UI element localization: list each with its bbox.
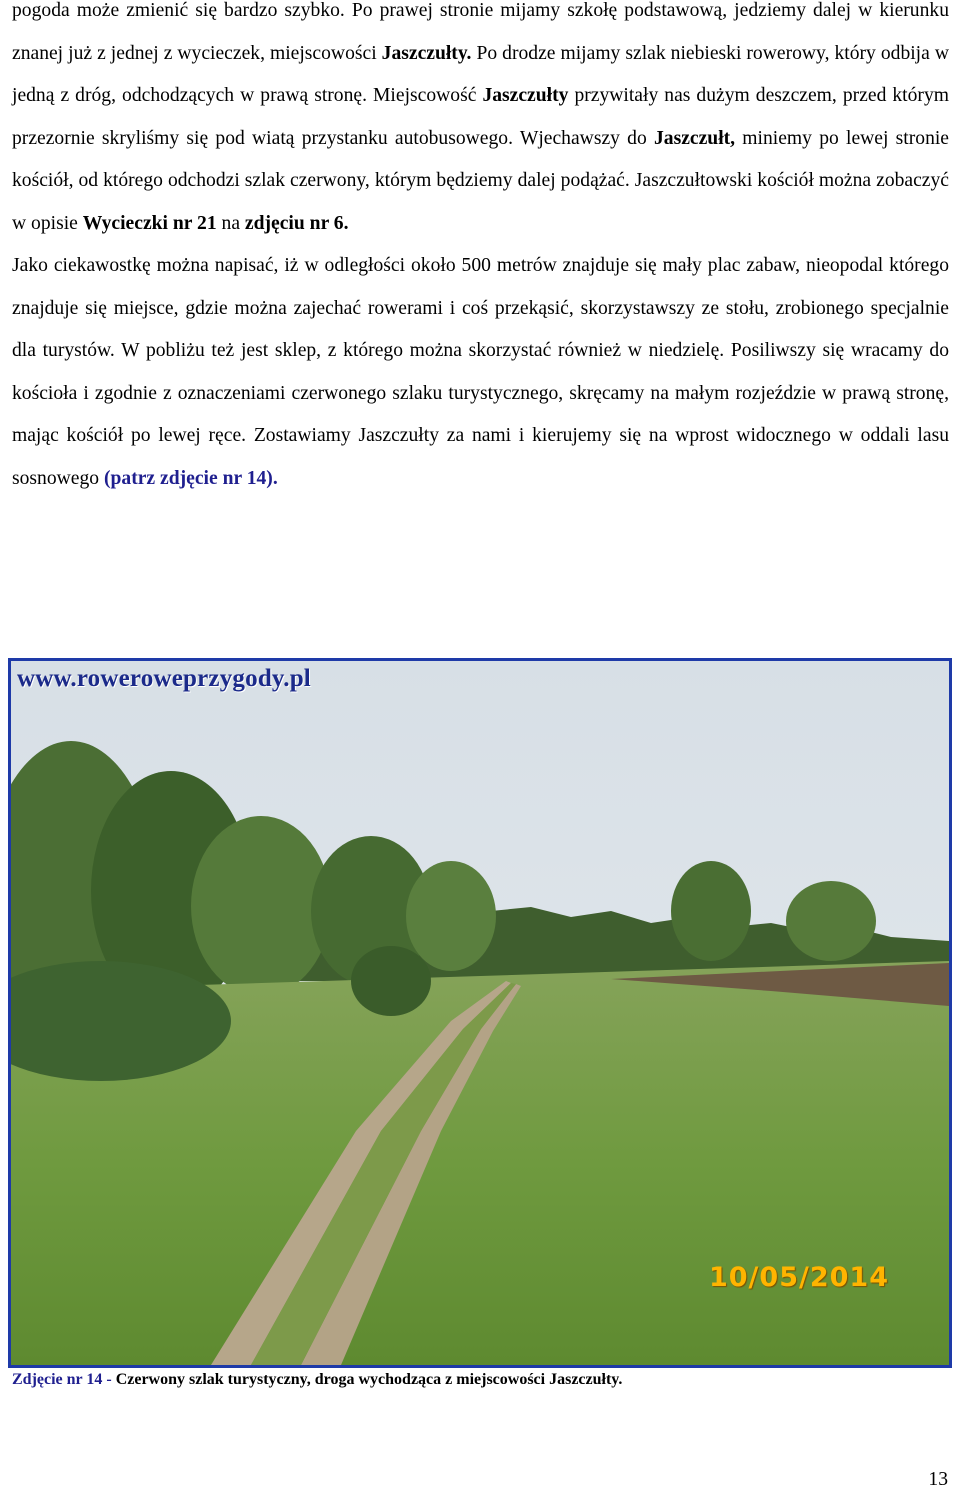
page-number: 13 <box>928 1469 948 1490</box>
p1-text-2: Po drodze mijamy szlak niebieski rowerowy, który odbija w jedną z dróg, odchodzących w prawą stronę. Miejscowość <box>12 42 949 106</box>
photo-caption <box>12 1368 952 1392</box>
p1-text-5: na <box>216 212 245 234</box>
landscape-photo <box>8 658 952 1368</box>
caption-label: Zdjęcie nr 14 - <box>12 1371 112 1388</box>
p1-text-1: pogoda może zmienić się bardzo szybko. Po prawej stronie mijamy szkołę podstawową, jedziemy dalej w kierunku znanej już z jednej z wycieczek, miejscowości <box>12 0 949 64</box>
p1-bold-jaszczulty-1: Jaszczułty. <box>381 42 472 64</box>
p2-text: Jako ciekawostkę można napisać, iż w odległości około 500 metrów znajduje się mały plac zabaw, nieopodal którego znajduje się miejsce, gdzie można zajechać rowerami i coś przekąsić, skorzystawszy ze stołu, zrobionego specjalnie dla turystów. W pobliżu też jest sklep, z którego można skorzystać również w niedzielę. Posiliwszy się wracamy do kościoła i zgodnie z oznaczeniami czerwonego szlaku turystycznego, skręcamy na małym rozjeździe w prawą stronę, mając kościół po lewej ręce. Zostawiamy Jaszczułty za nami i kierujemy się na wprost widocznego w oddali lasu sosnowego <box>12 255 949 489</box>
p1-bold-jaszczult: Jaszczułt, <box>654 127 736 149</box>
photo-date-stamp: 10/05/2014 <box>708 1262 889 1293</box>
p1-text-3: przywitały nas dużym deszczem, przed którym przezornie skryliśmy się pod wiatą przystanku autobusowego. Wjechawszy do <box>12 85 949 149</box>
photo-illustration <box>11 661 949 1365</box>
caption-text: Czerwony szlak turystyczny, droga wychodząca z miejscowości Jaszczułty. <box>111 1371 623 1388</box>
paragraph-1 <box>12 0 949 245</box>
p1-text-4: miniemy po lewej stronie kościół, od którego odchodzi szlak czerwony, którym będziemy dalej podążać. Jaszczułtowski kościół można zobaczyć w opisie <box>12 127 950 234</box>
watermark-text: www.roweroweprzygody.pl <box>17 665 311 692</box>
photo-reference-link[interactable]: (patrz zdjęcie nr 14). <box>103 467 278 489</box>
paragraph-2 <box>12 245 949 500</box>
p1-bold-wycieczki: Wycieczki nr 21 <box>82 212 217 234</box>
p1-bold-jaszczulty-2: Jaszczułty <box>482 85 569 106</box>
article-text <box>12 0 949 500</box>
p1-bold-zdjeciu: zdjęciu nr 6. <box>244 212 349 234</box>
